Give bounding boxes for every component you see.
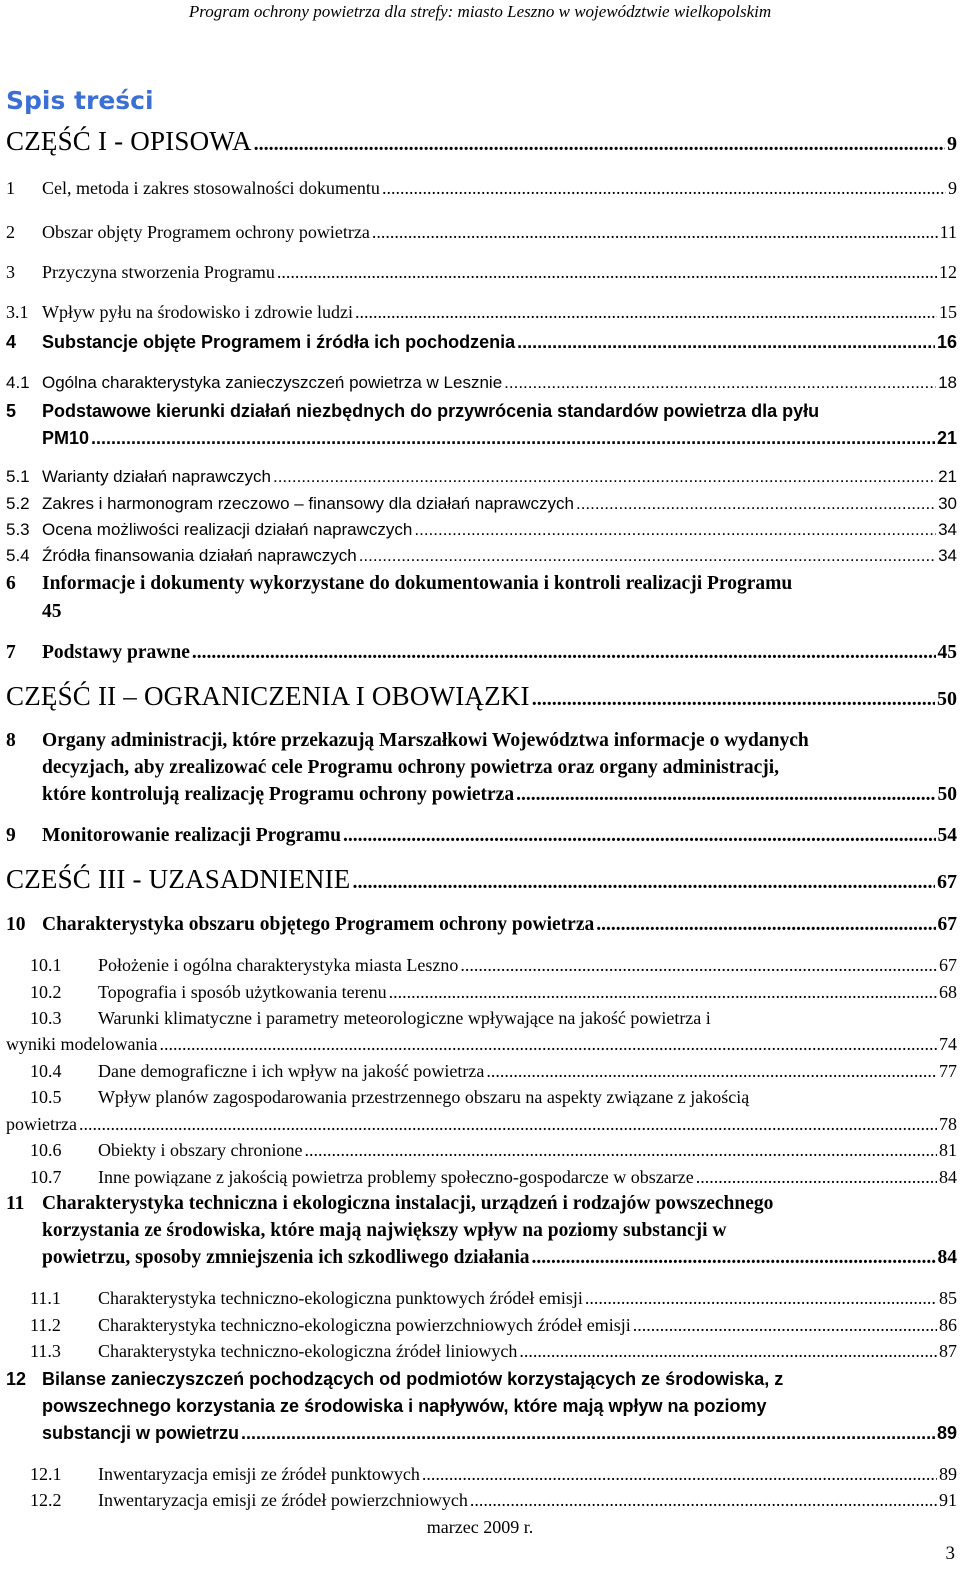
toc-page: 89: [936, 1423, 957, 1443]
toc-entry-5-2[interactable]: [6, 494, 957, 514]
toc-num: 11.2: [30, 1315, 61, 1335]
toc-num: 8: [6, 730, 16, 751]
toc-page: 18: [938, 373, 957, 392]
leader-dots: [372, 222, 938, 243]
toc-num: 10.5: [30, 1087, 62, 1107]
leader-dots: [159, 1034, 937, 1055]
toc-page: 16: [936, 332, 957, 352]
toc-page: 15: [939, 302, 957, 322]
leader-dots: [504, 373, 936, 393]
toc-entry-10-2[interactable]: [30, 982, 957, 1003]
toc-page: 89: [939, 1464, 957, 1484]
toc-entry-4-1[interactable]: [6, 373, 957, 393]
toc-entry-1[interactable]: [6, 178, 957, 199]
leader-dots: [585, 1288, 937, 1309]
leader-dots: [460, 955, 937, 976]
toc-text: Monitorowanie realizacji Programu: [42, 825, 341, 846]
toc-text: Zakres i harmonogram rzeczowo – finansowy dla działań naprawczych: [42, 494, 574, 513]
toc-page: 11: [939, 222, 957, 242]
toc-entry-11-3[interactable]: [30, 1341, 957, 1362]
toc-entry-8-line2: decyzjach, aby zrealizować cele Programu ochrony powietrza oraz organy administracji,: [42, 757, 780, 778]
toc-entry-3-1[interactable]: [6, 302, 957, 323]
toc-page: 34: [938, 546, 957, 565]
toc-num: 10.4: [30, 1061, 62, 1081]
leader-dots: [532, 688, 935, 711]
leader-dots: [382, 178, 946, 199]
toc-entry-10-5[interactable]: [6, 1114, 957, 1135]
toc-text: Położenie i ogólna charakterystyka miasta Leszno: [98, 955, 459, 975]
toc-text: Wpływ planów zagospodarowania przestrzennego obszaru na aspekty związane z jakością: [98, 1087, 750, 1107]
toc-part-text: CZĘŚĆ II – OGRANICZENIA I OBOWIĄZKI: [6, 681, 530, 711]
toc-text: Substancje objęte Programem i źródła ich pochodzenia: [42, 332, 516, 352]
leader-dots: [359, 546, 936, 566]
toc-num: 3.1: [6, 302, 29, 322]
toc-entry-4[interactable]: [6, 332, 957, 353]
toc-entry-6-page: 45: [42, 601, 62, 622]
toc-entry-10-6[interactable]: [30, 1140, 957, 1161]
toc-num: 6: [6, 573, 16, 594]
leader-dots: [519, 1341, 937, 1362]
toc-text: Inwentaryzacja emisji ze źródeł powierzchniowych: [98, 1490, 468, 1510]
toc-entry-10-3-line1[interactable]: [30, 1008, 957, 1029]
toc-page: 77: [939, 1061, 957, 1081]
toc-entry-2[interactable]: [6, 222, 957, 243]
running-header: Program ochrony powietrza dla strefy: miasto Leszno w województwie wielkopolskim: [188, 2, 772, 21]
toc-num: 12.1: [30, 1464, 62, 1484]
leader-dots: [343, 825, 936, 847]
toc-text: Charakterystyka techniczna i ekologiczna instalacji, urządzeń i rodzajów powszechnego: [42, 1193, 774, 1214]
page-number: 3: [945, 1543, 955, 1564]
toc-page: 68: [939, 982, 957, 1002]
toc-page: 78: [939, 1114, 957, 1134]
toc-page: 50: [937, 688, 957, 710]
leader-dots: [516, 784, 935, 806]
toc-page: 85: [939, 1288, 957, 1308]
toc-num: 5.2: [6, 494, 30, 513]
toc-entry-11-2[interactable]: [30, 1315, 957, 1336]
toc-page: 84: [939, 1167, 957, 1187]
toc-num: 2: [6, 222, 15, 242]
toc-page: 54: [937, 825, 957, 846]
toc-text: Inwentaryzacja emisji ze źródeł punktowych: [98, 1464, 420, 1484]
toc-text: powietrza: [6, 1114, 77, 1134]
toc-entry-6-line1[interactable]: [6, 573, 792, 595]
toc-text: Charakterystyka obszaru objętego Programem ochrony powietrza: [42, 914, 595, 935]
leader-dots: [277, 262, 937, 283]
toc-num: 10: [6, 914, 26, 935]
toc-num: 10.2: [30, 982, 62, 1002]
toc-num: 7: [6, 642, 16, 663]
toc-entry-11[interactable]: [42, 1247, 957, 1269]
toc-num: 10.6: [30, 1140, 62, 1160]
toc-text: Charakterystyka techniczno-ekologiczna powierzchniowych źródeł emisji: [98, 1315, 631, 1335]
toc-entry-10-5-line1[interactable]: [30, 1087, 957, 1108]
toc-page: 81: [939, 1140, 957, 1160]
toc-num: 11: [6, 1193, 25, 1214]
toc-part-3[interactable]: [6, 864, 957, 895]
toc-page: 50: [937, 784, 957, 805]
toc-num: 10.1: [30, 955, 62, 975]
toc-entry-10-4[interactable]: [30, 1061, 957, 1082]
toc-num: 1: [6, 178, 15, 198]
toc-num: 5.1: [6, 467, 30, 486]
leader-dots: [79, 1114, 937, 1135]
toc-page: 21: [938, 467, 957, 486]
toc-entry-5[interactable]: [42, 428, 957, 449]
toc-num: 9: [6, 825, 16, 846]
toc-text: Warunki klimatyczne i parametry meteorologiczne wpływające na jakość powietrza i: [98, 1008, 711, 1028]
toc-part-2[interactable]: [6, 681, 957, 712]
toc-entry-11-line1[interactable]: [6, 1193, 773, 1215]
toc-num: 4: [6, 332, 17, 352]
toc-text: Warianty działań naprawczych: [42, 467, 271, 486]
toc-page: 34: [938, 520, 957, 539]
toc-text: PM10: [42, 428, 90, 448]
toc-part-text: CZEŚĆ III - UZASADNIENIE: [6, 864, 351, 894]
toc-text: Ocena możliwości realizacji działań naprawczych: [42, 520, 413, 539]
toc-num: 5.4: [6, 546, 30, 565]
leader-dots: [532, 1247, 936, 1269]
toc-num: 5: [6, 401, 17, 421]
toc-entry-12-line1[interactable]: [6, 1369, 783, 1390]
toc-text: Obiekty i obszary chronione: [98, 1140, 303, 1160]
toc-part-1[interactable]: [6, 126, 957, 157]
toc-entry-12[interactable]: [42, 1423, 957, 1444]
toc-text: Charakterystyka techniczno-ekologiczna źródeł liniowych: [98, 1341, 518, 1361]
leader-dots: [470, 1490, 937, 1511]
toc-entry-10-1[interactable]: [30, 955, 957, 976]
leader-dots: [192, 642, 936, 664]
toc-text: Obszar objęty Programem ochrony powietrza: [42, 222, 370, 242]
toc-entry-10-7[interactable]: [30, 1167, 957, 1188]
toc-page: 86: [939, 1315, 957, 1335]
toc-entry-8[interactable]: [42, 784, 957, 806]
toc-text: Charakterystyka techniczno-ekologiczna punktowych źródeł emisji: [98, 1288, 583, 1308]
toc-text: Organy administracji, które przekazują Marszałkowi Województwa informacje o wydanych: [42, 730, 809, 751]
footer-date: marzec 2009 r.: [426, 1517, 534, 1537]
toc-num: 5.3: [6, 520, 30, 539]
toc-num: 11.3: [30, 1341, 61, 1361]
toc-text: Cel, metoda i zakres stosowalności dokumentu: [42, 178, 380, 198]
toc-text: Wpływ pyłu na środowisko i zdrowie ludzi: [42, 302, 353, 322]
toc-text: Topografia i sposób użytkowania terenu: [98, 982, 387, 1002]
toc-entry-3[interactable]: [6, 262, 957, 283]
toc-num: 11.1: [30, 1288, 61, 1308]
toc-text: Przyczyna stworzenia Programu: [42, 262, 275, 282]
toc-entry-7[interactable]: [6, 642, 957, 664]
toc-page: 45: [937, 642, 957, 663]
toc-text: substancji w powietrzu: [42, 1423, 240, 1443]
leader-dots: [517, 332, 935, 353]
toc-text: wyniki modelowania: [6, 1034, 158, 1054]
toc-text: Podstawy prawne: [42, 642, 190, 663]
toc-page: 84: [937, 1247, 957, 1268]
toc-page: 12: [939, 262, 957, 282]
leader-dots: [241, 1423, 935, 1444]
toc-page: 21: [936, 428, 957, 448]
toc-title: Spis treści: [6, 86, 154, 115]
toc-entry-8-line1[interactable]: [6, 730, 809, 752]
leader-dots: [353, 871, 935, 894]
toc-text: Informacje i dokumenty wykorzystane do dokumentowania i kontroli realizacji Programu: [42, 573, 793, 594]
toc-text: które kontrolują realizację Programu ochrony powietrza: [42, 784, 515, 805]
toc-page: 30: [938, 494, 957, 513]
toc-part-text: CZĘŚĆ I - OPISOWA: [6, 126, 252, 156]
leader-dots: [576, 494, 936, 514]
toc-num: 12.2: [30, 1490, 62, 1510]
toc-page: 87: [939, 1341, 957, 1361]
leader-dots: [422, 1464, 937, 1485]
leader-dots: [696, 1167, 937, 1188]
toc-num: 12: [6, 1369, 27, 1389]
toc-text: Bilanse zanieczyszczeń pochodzących od podmiotów korzystających ze środowiska, z: [42, 1369, 784, 1389]
toc-entry-9[interactable]: [6, 825, 957, 847]
toc-num: 10.7: [30, 1167, 62, 1187]
toc-text: Dane demograficzne i ich wpływ na jakość powietrza: [98, 1061, 485, 1081]
toc-page: 91: [939, 1490, 957, 1510]
leader-dots: [389, 982, 937, 1003]
toc-page: 9: [948, 178, 957, 198]
toc-page: 67: [937, 871, 957, 893]
toc-entry-10-3[interactable]: [6, 1034, 957, 1055]
toc-text: Ogólna charakterystyka zanieczyszczeń powietrza w Lesznie: [42, 373, 503, 392]
leader-dots: [414, 520, 936, 540]
toc-num: 10.3: [30, 1008, 62, 1028]
toc-entry-12-1[interactable]: [30, 1464, 957, 1485]
toc-num: 3: [6, 262, 15, 282]
leader-dots: [254, 133, 945, 156]
toc-page: 67: [939, 955, 957, 975]
toc-entry-12-line2: powszechnego korzystania ze środowiska i napływów, które mają wpływ na poziomy: [42, 1396, 767, 1416]
toc-text: powietrzu, sposoby zmniejszenia ich szkodliwego działania: [42, 1247, 530, 1268]
toc-entry-5-4[interactable]: [6, 546, 957, 566]
leader-dots: [304, 1140, 937, 1161]
toc-page: 9: [947, 133, 957, 155]
toc-text: Źródła finansowania działań naprawczych: [42, 546, 357, 565]
toc-entry-10[interactable]: [6, 914, 957, 936]
toc-num: 4.1: [6, 373, 30, 392]
toc-text: Inne powiązane z jakością powietrza problemy społeczno-gospodarcze w obszarze: [98, 1167, 694, 1187]
toc-entry-5-line1[interactable]: [6, 401, 819, 422]
leader-dots: [355, 302, 937, 323]
toc-entry-5-1[interactable]: [6, 467, 957, 487]
leader-dots: [91, 428, 935, 449]
toc-page: 67: [937, 914, 957, 935]
toc-text: Podstawowe kierunki działań niezbędnych do przywrócenia standardów powietrza dla pyłu: [42, 401, 820, 421]
toc-entry-11-1[interactable]: [30, 1288, 957, 1309]
leader-dots: [633, 1315, 937, 1336]
toc-entry-5-3[interactable]: [6, 520, 957, 540]
leader-dots: [486, 1061, 937, 1082]
toc-entry-11-line2: korzystania ze środowiska, które mają największy wpływ na poziomy substancji w: [42, 1220, 727, 1241]
toc-page: 74: [939, 1034, 957, 1054]
toc-entry-12-2[interactable]: [30, 1490, 957, 1511]
leader-dots: [273, 467, 936, 487]
leader-dots: [596, 914, 935, 936]
